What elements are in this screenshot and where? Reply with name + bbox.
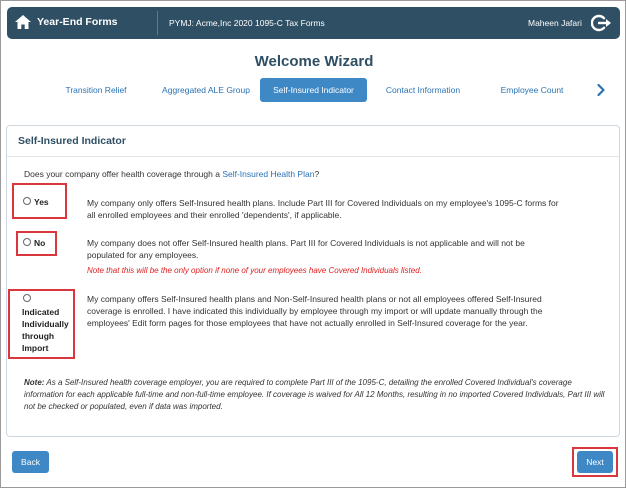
next-button[interactable]: Next xyxy=(577,451,613,473)
tab-transition-relief[interactable]: Transition Relief xyxy=(65,85,127,95)
radio-no[interactable] xyxy=(23,238,31,246)
tab-aggregated-ale-group[interactable]: Aggregated ALE Group xyxy=(162,85,250,95)
self-insured-plan-link[interactable]: Self-Insured Health Plan xyxy=(222,169,315,179)
header-divider xyxy=(157,11,158,35)
radio-individual-import[interactable] xyxy=(23,294,31,302)
app-title[interactable]: Year-End Forms xyxy=(37,16,118,28)
tab-employee-count[interactable]: Employee Count xyxy=(500,85,564,95)
footnote-label: Note: xyxy=(24,378,45,387)
context-title: PYMJ: Acme,Inc 2020 1095-C Tax Forms xyxy=(169,18,325,28)
option-no-label[interactable]: No xyxy=(34,238,46,248)
user-name: Maheen Jafari xyxy=(528,18,582,28)
panel-title: Self-Insured Indicator xyxy=(18,135,126,147)
footnote-text: As a Self-Insured health coverage employer, you are required to complete Part III of the 1095-C, detailing the enrolled Covered Individual's coverage information for each applicable full-time and non-full-time employee. If coverage is waived for All 12 Months, resulting in no imported Covered Individuals, Part III will not be checked or populated, even if data was imported. xyxy=(24,378,605,411)
tab-contact-information[interactable]: Contact Information xyxy=(385,85,461,95)
tab-self-insured-indicator[interactable]: Self-Insured Indicator xyxy=(260,78,367,102)
question-prefix: Does your company offer health coverage through a xyxy=(24,169,223,179)
home-icon[interactable] xyxy=(15,15,31,29)
option-individual-label-line2[interactable]: Individually xyxy=(22,319,69,329)
back-button[interactable]: Back xyxy=(12,451,49,473)
option-no-description: My company does not offer Self-Insured health plans. Part III for Covered Individuals is not applicable and will not be populated for any employees. xyxy=(87,238,525,261)
question-suffix: ? xyxy=(314,169,320,179)
option-yes-description: My company only offers Self-Insured health plans. Include Part III for Covered Individuals on my employee's 1095-C forms for all enrolled employees and their enrolled 'dependents', if applicable. xyxy=(87,198,559,221)
option-yes-label[interactable]: Yes xyxy=(34,197,49,207)
question-text xyxy=(24,169,319,179)
option-individual-description: My company offers Self-Insured health plans and Non-Self-Insured health plans or not all employees offered Self-Insured coverage is enrolled. I have indicated this individually by employee through my import or will update manually through the employees' Edit form pages for those employees that have not actually enrolled in Self-Insured coverage for the year. xyxy=(87,294,543,329)
chevron-right-icon[interactable] xyxy=(597,84,605,96)
option-individual-label-line3[interactable]: through xyxy=(22,331,55,341)
option-individual-label-line1[interactable]: Indicated xyxy=(22,307,60,317)
option-no-note: Note that this will be the only option if none of your employees have Covered Individuals listed. xyxy=(87,266,422,275)
logout-icon[interactable] xyxy=(591,14,611,32)
option-individual-label-line4[interactable]: Import xyxy=(22,343,49,353)
coverage-footnote xyxy=(24,377,608,413)
panel-divider xyxy=(7,156,619,157)
radio-yes[interactable] xyxy=(23,197,31,205)
top-header-bar xyxy=(7,7,620,39)
wizard-title: Welcome Wizard xyxy=(254,53,374,70)
